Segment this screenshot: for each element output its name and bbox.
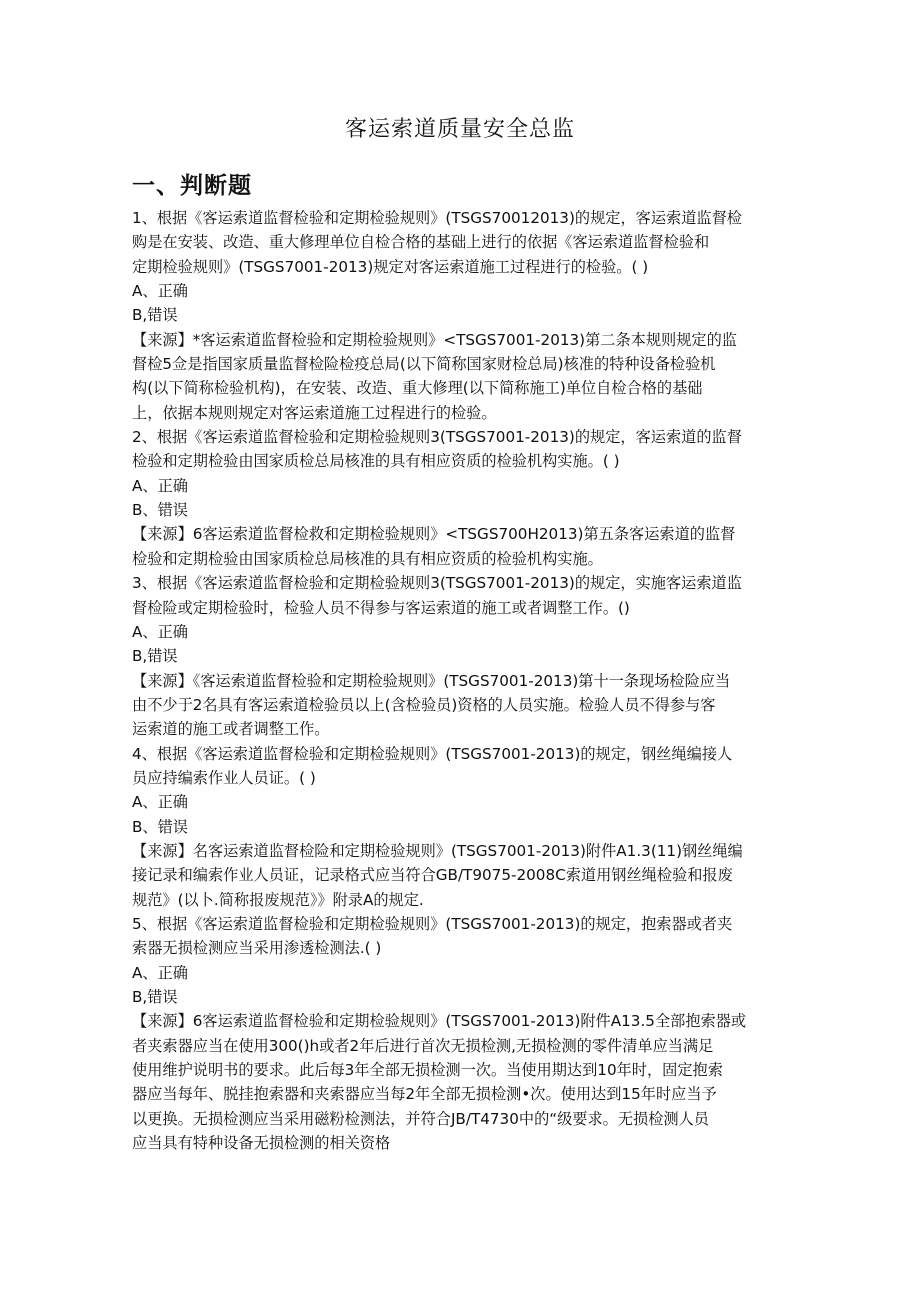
- text-line: 使用维护说明书的要求。此后每3年全部无损检测一次。当使用期达到10年时，固定抱索: [132, 1061, 723, 1080]
- text-line: A、正确: [132, 622, 188, 641]
- text-line: A、正确: [132, 476, 188, 495]
- text-line: 【来源】*客运索道监督检验和定期检验规则》<TSGS7001-2013)第二条本规则规定的监: [132, 330, 737, 349]
- text-line: 者夹索器应当在使用300()h或者2年后进行首次无损检测,无损检测的零件清单应当满足: [132, 1036, 714, 1055]
- text-line: 【来源】名客运索道监督检险和定期检验规则》(TSGS7001-2013)附件A1.3(11)钢丝绳编: [132, 841, 743, 860]
- text-line: A、正确: [132, 793, 188, 812]
- text-line: 器应当每年、脱挂抱索器和夹索器应当每2年全部无损检测•次。使用达到15年时应当予: [132, 1085, 717, 1104]
- text-line: 4、根据《客运索道监督检验和定期检验规则》(TSGS7001-2013)的规定，钢丝绳编接人: [132, 744, 733, 763]
- text-line: 索器无损检测应当采用渗透检测法.( ): [132, 939, 382, 958]
- text-line: 规范》(以卜.简称报废规范》》附录A的规定.: [132, 890, 424, 909]
- section-heading: 一、判断题: [132, 173, 252, 199]
- text-line: 1、根据《客运索道监督检验和定期检验规则》(TSGS70012013)的规定，客运索道监督检: [132, 209, 742, 227]
- text-line: 【来源】《客运索道监督检验和定期检验规则》(TSGS7001-2013)第十一条现场检险应当: [132, 671, 731, 690]
- text-line: A、正确: [132, 963, 188, 982]
- text-line: 【来源】6客运索道监督检验和定期检验规则》(TSGS7001-2013)附件A13.5全部抱索器或: [132, 1012, 747, 1031]
- text-line: 应当具有特种设备无损检测的相关资格: [132, 1134, 391, 1153]
- text-line: B,错误: [132, 988, 178, 1006]
- text-line: B,错误: [132, 306, 178, 325]
- text-line: 购是在安装、改造、重大修理单位自检合格的基础上进行的依据《客运索道监督检验和: [132, 233, 710, 252]
- text-line: 以更换。无损检测应当采用磁粉检测法，并符合JB/T4730中的“级要求。无损检测人员: [132, 1109, 709, 1128]
- text-line: 督检5佥是指国家质量监督检险检疫总局(以下简称国家财检总局)核准的特种设备检验机: [132, 355, 716, 374]
- text-line: 检验和定期检验由国家质检总局核准的具有相应资质的检验机构实施。: [132, 549, 603, 568]
- text-line: 5、根据《客运索道监督检验和定期检验规则》(TSGS7001-2013)的规定，抱索器或者夹: [132, 914, 733, 933]
- text-line: 上，依据本规则规定对客运索道施工过程进行的检验。: [132, 403, 497, 422]
- text-line: 构(以下简称检验机构)，在安装、改造、重大修理(以下简称施工)单位自检合格的基础: [132, 379, 703, 398]
- text-line: B、错误: [132, 817, 188, 836]
- text-line: 【来源】6客运索道监督检救和定期检验规则》<TSGS700H2013)第五条客运索道的监督: [132, 525, 736, 544]
- text-line: 检验和定期检验由国家质检总局核准的具有相应资质的检验机构实施。( ): [132, 452, 620, 471]
- document-body: [132, 206, 792, 1155]
- text-line: B、错误: [132, 501, 188, 520]
- text-line: A、正确: [132, 282, 188, 301]
- document-title: 客运索道质量安全总监: [344, 117, 575, 142]
- text-line: B,错误: [132, 647, 178, 666]
- text-line: 运索道的施工或者调整工作。: [132, 720, 330, 739]
- text-line: 3、根据《客运索道监督检验和定期检验规则3(TSGS7001-2013)的规定，实施客运索道监: [132, 574, 742, 593]
- text-line: 接记录和编索作业人员证，记录格式应当符合GB/T9075-2008C索道用钢丝绳检验和报废: [132, 866, 733, 885]
- text-line: 由不少于2名具有客运索道检验员以上(含检验员)资格的人员实施。检验人员不得参与客: [132, 695, 716, 714]
- text-line: 督检险或定期检验时，检验人员不得参与客运索道的施工或者调整工作。(): [132, 598, 630, 617]
- text-line: 员应持编索作业人员证。( ): [132, 768, 316, 787]
- text-line: 2、根据《客运索道监督检验和定期检验规则3(TSGS7001-2013)的规定，客运索道的监督: [132, 428, 742, 447]
- text-line: 定期检验规则》(TSGS7001-2013)规定对客运索道施工过程进行的检验。( ): [132, 257, 649, 276]
